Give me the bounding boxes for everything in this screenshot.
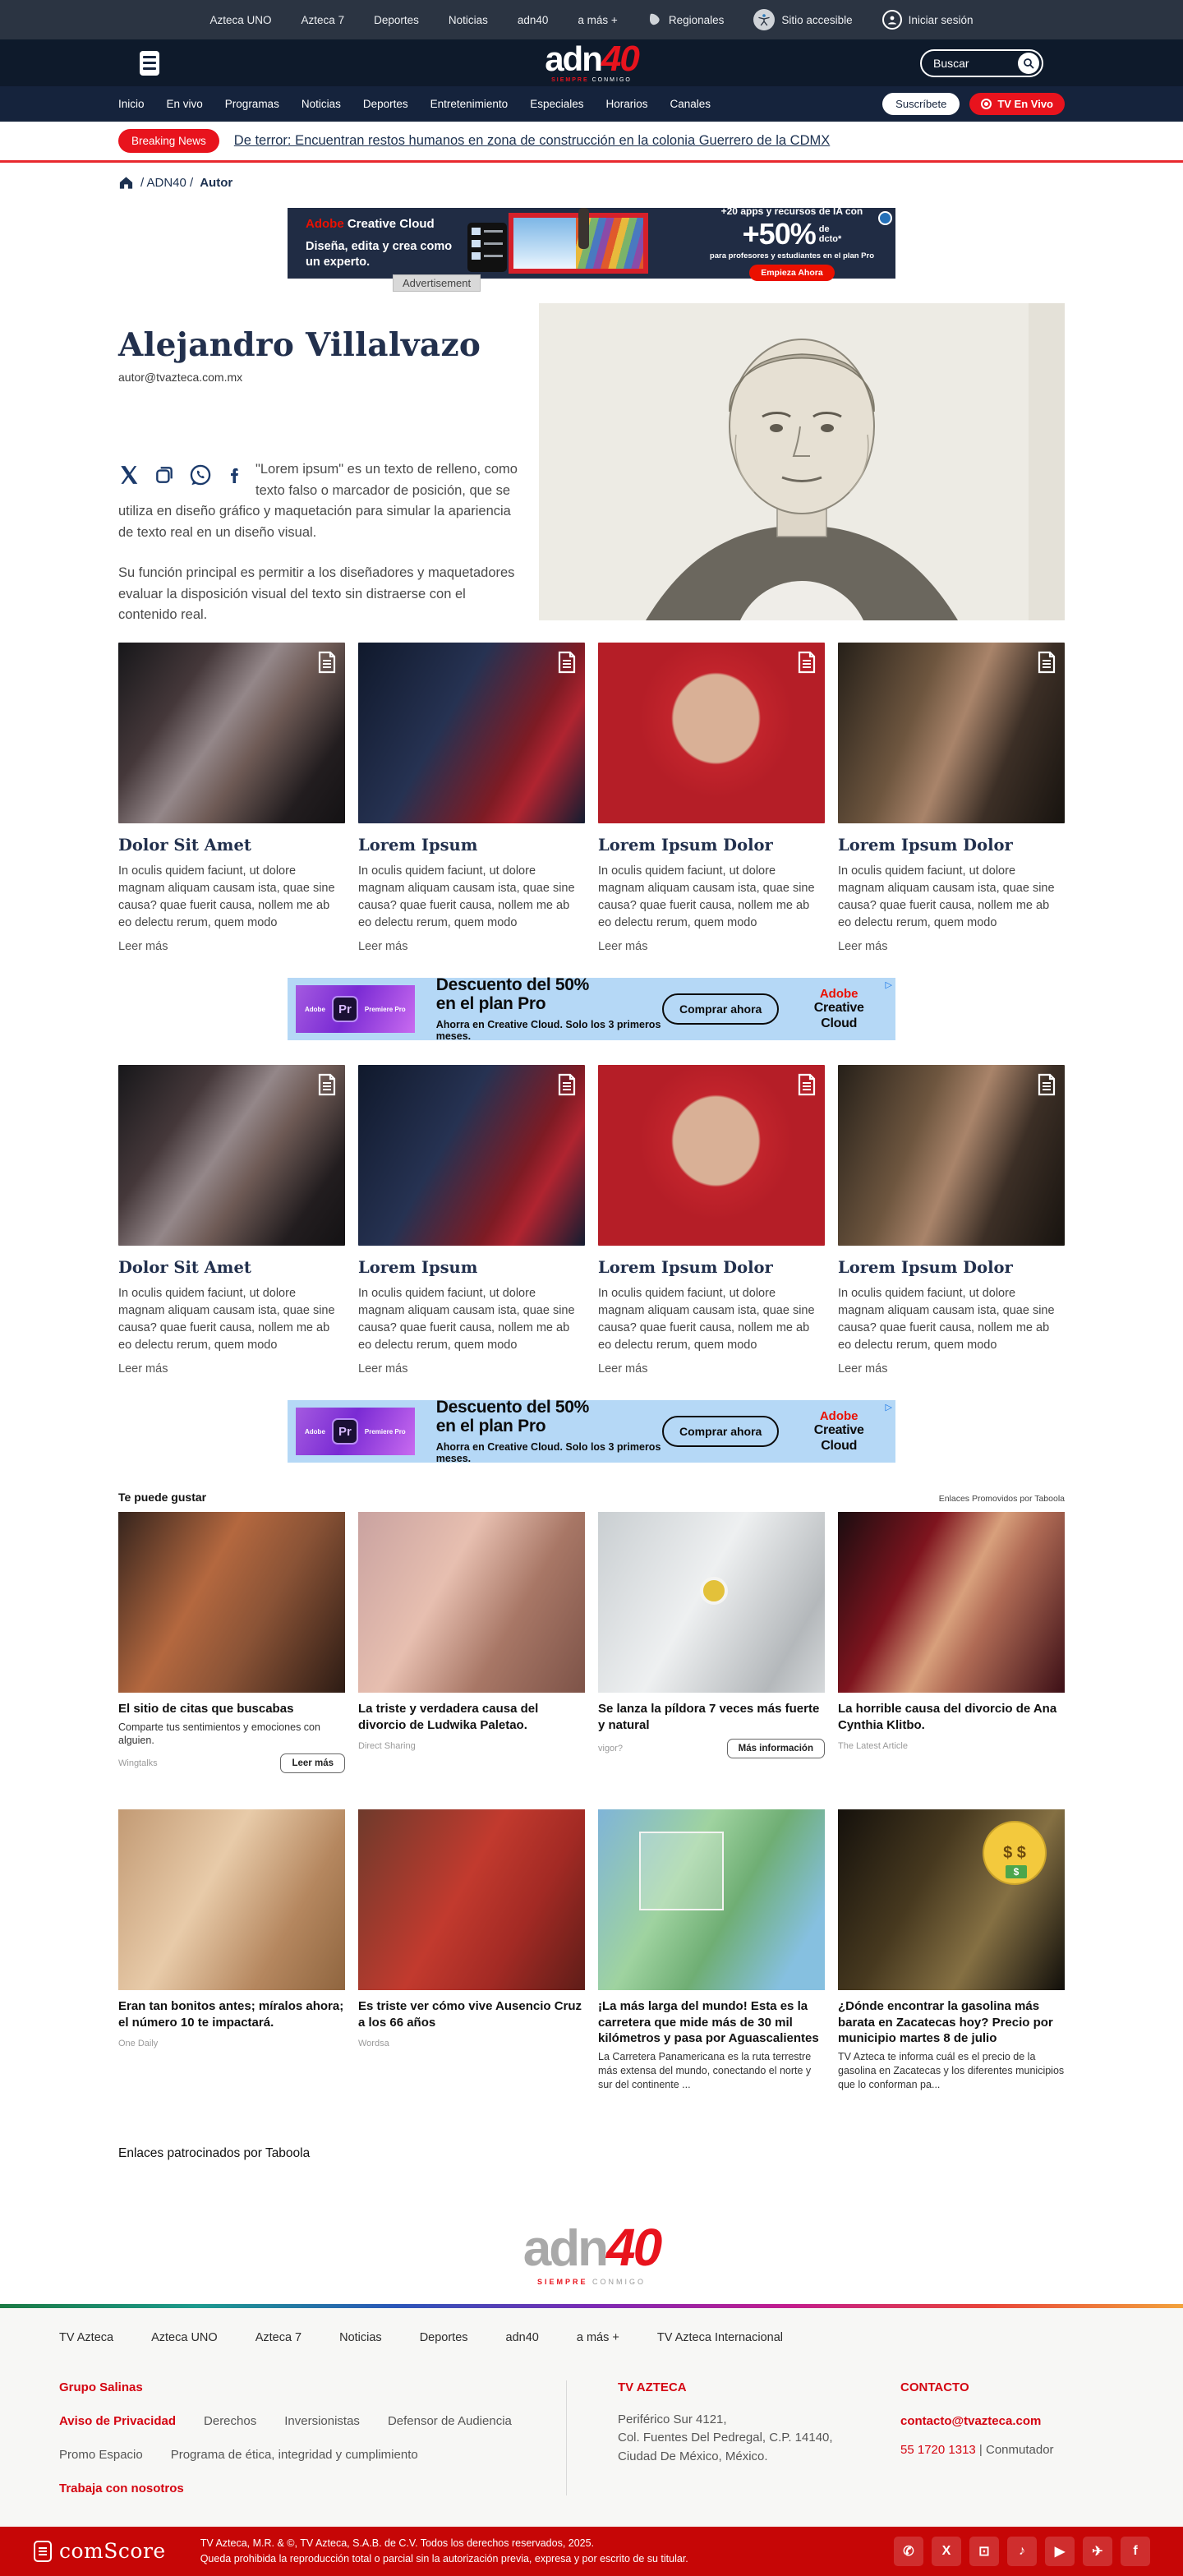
taboola-cta-button[interactable]: Leer más <box>280 1753 345 1773</box>
utility-link[interactable]: Azteca UNO <box>209 13 272 26</box>
taboola-image[interactable] <box>118 1809 345 1990</box>
utility-bar <box>0 0 1183 39</box>
taboola-source: Direct Sharing <box>358 1741 416 1752</box>
search-input[interactable] <box>933 57 1018 70</box>
article-doc-icon <box>1037 651 1056 674</box>
taboola-card[interactable] <box>358 1809 585 2112</box>
taboola-image[interactable] <box>358 1809 585 1990</box>
adobe-brand: Adobe Creative Cloud <box>813 986 864 1030</box>
whatsapp-share-icon[interactable] <box>189 463 212 486</box>
comscore-logo[interactable]: comScore <box>33 2539 166 2563</box>
nav-item[interactable]: Programas <box>224 98 279 110</box>
footer-nav-link[interactable]: a más + <box>576 2330 619 2344</box>
footer-link[interactable]: Programa de ética, integridad y cumplimiento <box>170 2447 418 2462</box>
footer-phone-suffix: | Conmutador <box>975 2442 1054 2457</box>
site-header <box>0 39 1183 86</box>
taboola-card[interactable] <box>838 1809 1065 2112</box>
search-icon[interactable] <box>1018 53 1039 74</box>
article-title[interactable]: Lorem Ipsum Dolor <box>598 835 773 855</box>
adchoices-icon[interactable]: ▷ <box>885 980 892 990</box>
ad-banner-adobe-dark[interactable]: Adobe Creative Cloud Diseña, edita y crea como un experto. +20 apps y recursos de IA con +50% de dcto* para profesores y estudiantes en el plan Pro Empieza Ahora Advertisement <box>288 208 895 279</box>
taboola-card[interactable] <box>598 1512 825 1773</box>
footer-nav-link[interactable]: adn40 <box>505 2330 539 2344</box>
footer-contact-email[interactable]: contacto@tvazteca.com <box>900 2413 1042 2428</box>
taboola-card[interactable] <box>118 1512 345 1773</box>
taboola-card[interactable] <box>598 1809 825 2112</box>
copy-link-icon[interactable] <box>154 464 175 486</box>
whatsapp-icon[interactable]: ✆ <box>894 2537 923 2566</box>
instagram-icon[interactable]: ⊡ <box>969 2537 999 2566</box>
footer-links-row-1 <box>59 2414 525 2428</box>
premiere-pro-icon: Pr <box>332 1418 358 1445</box>
utility-link[interactable]: a más + <box>578 13 618 26</box>
article-title[interactable]: Lorem Ipsum Dolor <box>838 835 1013 855</box>
ad-headline: Diseña, edita y crea como un experto. <box>306 240 453 269</box>
article-doc-icon <box>557 651 577 674</box>
facebook-icon[interactable]: f <box>1121 2537 1150 2566</box>
footer-phone-link[interactable]: 55 1720 1313 <box>900 2442 976 2457</box>
ad-artwork <box>509 213 648 274</box>
article-card[interactable] <box>118 643 345 953</box>
taboola-title[interactable]: La triste y verdadera causa del divorcio de Ludwika Paletao. <box>358 1702 539 1732</box>
footer-nav-link[interactable]: Deportes <box>419 2330 468 2344</box>
article-doc-icon <box>797 1073 817 1096</box>
taboola-image[interactable] <box>358 1512 585 1693</box>
accessibility-icon <box>753 9 775 30</box>
article-excerpt: In oculis quidem faciunt, ut dolore magnam aliquam causam ista, quae sine causa? quae fuerit causa, nollem me ab eo delectu rerum, quem modo <box>838 864 1055 929</box>
taboola-card[interactable] <box>838 1512 1065 1773</box>
grupo-salinas-link[interactable]: Grupo Salinas <box>59 2380 143 2394</box>
ad-artwork-person <box>578 208 589 249</box>
article-card[interactable] <box>838 643 1065 953</box>
taboola-source: The Latest Article <box>838 1741 908 1752</box>
main-nav <box>0 86 1183 122</box>
author-name: Alejandro Villalvazo <box>118 326 481 364</box>
taboola-source: Wordsa <box>358 2039 389 2049</box>
breadcrumb-path[interactable]: / ADN40 / <box>140 175 194 190</box>
trabaja-con-nosotros-link[interactable]: Trabaja con nosotros <box>59 2481 184 2495</box>
tiktok-icon[interactable]: ♪ <box>1007 2537 1037 2566</box>
article-excerpt: In oculis quidem faciunt, ut dolore magnam aliquam causam ista, quae sine causa? quae fuerit causa, nollem me ab eo delectu rerum, quem modo <box>358 1287 575 1353</box>
article-card[interactable] <box>118 1065 345 1376</box>
nav-item[interactable]: Horarios <box>605 98 648 110</box>
taboola-attribution-link[interactable]: Enlaces Promovidos por Taboola <box>938 1494 1065 1505</box>
ad-cta-button[interactable]: Comprar ahora <box>662 1416 779 1447</box>
taboola-title[interactable]: Eran tan bonitos antes; míralos ahora; el número 10 te impactará. <box>118 1999 344 2030</box>
copyright-text: TV Azteca, M.R. & ©, TV Azteca, S.A.B. de C.V. Todos los derechos reservados, 2025. Queda prohibida la reproducción total o parcial sin la autorización previa, expresa y por escrito de su titular. <box>200 2537 688 2564</box>
taboola-title[interactable]: Se lanza la píldora 7 veces más fuerte y natural <box>598 1702 820 1732</box>
article-card[interactable] <box>358 1065 585 1376</box>
utility-link-accessible[interactable]: Sitio accesible <box>753 9 852 30</box>
article-doc-icon <box>797 651 817 674</box>
footer-logo-tagline: SIEMPRE CONMIGO <box>536 2278 647 2287</box>
ad-banner-adobe-light[interactable]: Adobe Pr Premiere Pro Descuento del 50% en el plan Pro Ahorra en Creative Cloud. Solo los 3 primeros meses. Comprar ahora Adobe Creative Cloud ▷ <box>288 978 895 1040</box>
site-footer <box>0 2204 1183 2575</box>
article-image[interactable] <box>118 643 345 823</box>
article-excerpt: In oculis quidem faciunt, ut dolore magnam aliquam causam ista, quae sine causa? quae fuerit causa, nollem me ab eo delectu rerum, quem modo <box>118 864 335 929</box>
ad-banner-adobe-light[interactable]: Adobe Pr Premiere Pro Descuento del 50% en el plan Pro Ahorra en Creative Cloud. Solo los 3 primeros meses. Comprar ahora Adobe Creative Cloud ▷ <box>288 1400 895 1463</box>
author-social-icons <box>118 463 246 486</box>
article-title[interactable]: Dolor Sit Amet <box>118 1258 251 1277</box>
nav-item[interactable]: Noticias <box>301 98 341 110</box>
taboola-source: vigor? <box>598 1744 623 1754</box>
nav-item[interactable]: Inicio <box>118 98 145 110</box>
ad-offer-sub: para profesores y estudiantes en el plan Pro <box>709 251 874 260</box>
taboola-title[interactable]: La horrible causa del divorcio de Ana Cynthia Klitbo. <box>838 1702 1057 1732</box>
article-title[interactable]: Dolor Sit Amet <box>118 835 251 855</box>
taboola-card[interactable] <box>358 1512 585 1773</box>
breadcrumb <box>118 163 1065 198</box>
article-excerpt: In oculis quidem faciunt, ut dolore magnam aliquam causam ista, quae sine causa? quae fuerit causa, nollem me ab eo delectu rerum, quem modo <box>118 1287 335 1353</box>
read-more-link[interactable]: Leer más <box>598 940 648 953</box>
footer-links-row-2 <box>59 2448 525 2462</box>
ad-offer-big: +50% <box>742 217 816 251</box>
articles-row-1 <box>118 643 1065 953</box>
read-more-link[interactable]: Leer más <box>358 940 408 953</box>
ad-cta-button[interactable]: Comprar ahora <box>662 993 779 1025</box>
footer-nav <box>59 2331 1124 2344</box>
adn40-logo[interactable]: adn40 SIEMPRE CONMIGO <box>545 38 638 84</box>
premiere-pro-thumbnail: Adobe Pr Premiere Pro <box>296 1408 415 1455</box>
footer-tvazteca-title: TV AZTECA <box>618 2380 687 2394</box>
ad-cta-button[interactable]: Empieza Ahora <box>749 265 834 281</box>
breaking-news-headline[interactable]: De terror: Encuentran restos humanos en zona de construcción en la colonia Guerrero de la CDMX <box>233 133 831 148</box>
article-excerpt: In oculis quidem faciunt, ut dolore magnam aliquam causam ista, quae sine causa? quae fuerit causa, nollem me ab eo delectu rerum, quem modo <box>358 864 575 929</box>
ad-layers-panel <box>467 223 507 272</box>
utility-link[interactable]: Azteca 7 <box>301 13 345 26</box>
article-card[interactable] <box>598 1065 825 1376</box>
utility-link-login[interactable]: Iniciar sesión <box>882 10 974 30</box>
article-card[interactable] <box>598 643 825 953</box>
footer-nav-link[interactable]: TV Azteca <box>59 2330 114 2344</box>
article-doc-icon <box>1037 1073 1056 1096</box>
premiere-pro-icon: Pr <box>332 996 358 1022</box>
taboola-image[interactable] <box>838 1809 1065 1990</box>
taboola-title[interactable]: ¡La más larga del mundo! Esta es la carretera que mide más de 30 mil kilómetros y pasa por Aguascalientes <box>598 1999 819 2046</box>
read-more-link[interactable]: Leer más <box>838 1362 888 1376</box>
taboola-grid <box>118 1512 1065 2112</box>
footer-nav-link[interactable]: Noticias <box>339 2330 382 2344</box>
article-image[interactable] <box>358 1065 585 1246</box>
search-bar[interactable] <box>920 49 1043 77</box>
taboola-cta-button[interactable]: Más información <box>727 1739 825 1758</box>
breaking-news-bar <box>0 122 1183 163</box>
taboola-card[interactable] <box>118 1809 345 2112</box>
user-icon <box>882 10 902 30</box>
ad-info-icon[interactable] <box>878 211 892 225</box>
footer-contacto-title: CONTACTO <box>900 2380 969 2394</box>
article-image[interactable] <box>838 643 1065 823</box>
articles-row-2 <box>118 1065 1065 1376</box>
article-card[interactable] <box>358 643 585 953</box>
home-icon[interactable] <box>118 175 134 190</box>
x-share-icon[interactable] <box>118 464 140 486</box>
footer-nav-link[interactable]: TV Azteca Internacional <box>656 2330 783 2344</box>
nav-item[interactable]: Entretenimiento <box>430 98 509 110</box>
taboola-description: La Carretera Panamericana es la ruta terrestre más extensa del mundo, conectando el norte y sur del continente ... <box>598 2050 812 2090</box>
footer-link[interactable]: Inversionistas <box>284 2413 360 2428</box>
taboola-image[interactable] <box>118 1512 345 1693</box>
taboola-source: One Daily <box>118 2039 159 2049</box>
logo-tagline: SIEMPRE CONMIGO <box>551 77 632 84</box>
taboola-source: Wingtalks <box>118 1758 158 1769</box>
utility-link[interactable]: adn40 <box>517 13 549 26</box>
taboola-section <box>118 1491 1065 2161</box>
taboola-image[interactable] <box>598 1512 825 1693</box>
article-doc-icon <box>557 1073 577 1096</box>
subscribe-button[interactable]: Suscríbete <box>882 93 960 115</box>
telegram-icon[interactable]: ✈ <box>1083 2537 1112 2566</box>
premiere-pro-thumbnail: Adobe Pr Premiere Pro <box>296 985 415 1033</box>
adchoices-icon[interactable]: ▷ <box>885 1403 892 1413</box>
read-more-link[interactable]: Leer más <box>598 1362 648 1376</box>
taboola-image[interactable] <box>838 1512 1065 1693</box>
article-image[interactable] <box>358 643 585 823</box>
taboola-header: Te puede gustar <box>118 1491 207 1505</box>
read-more-link[interactable]: Leer más <box>358 1362 408 1376</box>
utility-link[interactable]: Deportes <box>374 13 419 26</box>
taboola-title[interactable]: El sitio de citas que buscabas <box>118 1702 294 1717</box>
menu-icon[interactable] <box>140 51 159 76</box>
advertisement-label: Advertisement <box>393 274 481 292</box>
footer-nav-link[interactable]: Azteca UNO <box>151 2330 218 2344</box>
article-title[interactable]: Lorem Ipsum <box>358 835 478 855</box>
footer-social-icons <box>894 2537 1150 2566</box>
taboola-title[interactable]: ¿Dónde encontrar la gasolina más barata en Zacatecas hoy? Precio por municipio martes 8 de julio <box>838 1999 1053 2046</box>
nav-item[interactable]: Especiales <box>530 98 584 110</box>
utility-link-regionales[interactable]: Regionales <box>647 12 725 27</box>
taboola-description: Comparte tus sentimientos y emociones con alguien. <box>118 1721 320 1747</box>
author-email: autor@tvazteca.com.mx <box>118 371 243 384</box>
youtube-icon[interactable]: ▶ <box>1045 2537 1075 2566</box>
comscore-icon <box>33 2540 53 2563</box>
read-more-link[interactable]: Leer más <box>118 1362 168 1376</box>
nav-item[interactable]: En vivo <box>166 98 203 110</box>
regionales-map-icon <box>647 12 662 27</box>
breaking-news-badge[interactable]: Breaking News <box>118 129 219 153</box>
footer-adn40-logo[interactable]: adn40 SIEMPRE CONMIGO <box>0 2204 1183 2303</box>
article-image[interactable] <box>118 1065 345 1246</box>
record-icon <box>981 99 992 109</box>
taboola-description: TV Azteca te informa cuál es el precio de la gasolina en Zacatecas y los diferentes municipios que lo conforman pa... <box>838 2050 1065 2090</box>
article-doc-icon <box>317 1073 337 1096</box>
author-bio-paragraph: Su función principal es permitir a los diseñadores y maquetadores evaluar la disposición visual del texto sin distraerse con el contenido real. <box>118 565 515 623</box>
ad-offer-top: +20 apps y recursos de IA con <box>720 205 863 217</box>
article-excerpt: In oculis quidem faciunt, ut dolore magnam aliquam causam ista, quae sine causa? quae fuerit causa, nollem me ab eo delectu rerum, quem modo <box>838 1287 1055 1353</box>
taboola-image[interactable] <box>598 1809 825 1990</box>
adobe-brand: Adobe Creative Cloud <box>813 1409 864 1453</box>
footer-nav-link[interactable]: Azteca 7 <box>255 2330 302 2344</box>
article-excerpt: In oculis quidem faciunt, ut dolore magnam aliquam causam ista, quae sine causa? quae fuerit causa, nollem me ab eo delectu rerum, quem modo <box>598 864 815 929</box>
article-title[interactable]: Lorem Ipsum Dolor <box>598 1258 773 1277</box>
taboola-sponsored-label[interactable]: Enlaces patrocinados por Taboola <box>118 2146 311 2161</box>
author-portrait-sketch <box>539 303 1065 620</box>
article-card[interactable] <box>838 1065 1065 1376</box>
article-image[interactable] <box>598 643 825 823</box>
author-bio-paragraph: "Lorem ipsum" es un texto de relleno, como texto falso o marcador de posición, que se utiliza en diseño gráfico y maquetación para simular la apariencia de texto real en un diseño visual. <box>118 462 518 540</box>
read-more-link[interactable]: Leer más <box>838 940 888 953</box>
article-doc-icon <box>317 651 337 674</box>
adobe-brand: Adobe Creative Cloud <box>306 217 435 232</box>
breadcrumb-current: Autor <box>200 175 233 190</box>
footer-link[interactable]: Defensor de Audiencia <box>387 2413 512 2428</box>
footer-link[interactable]: Derechos <box>204 2413 257 2428</box>
taboola-title[interactable]: Es triste ver cómo vive Ausencio Cruz a los 66 años <box>358 1999 582 2030</box>
footer-bottom-bar <box>0 2527 1183 2576</box>
facebook-share-icon[interactable] <box>226 465 246 485</box>
read-more-link[interactable]: Leer más <box>118 940 168 953</box>
nav-item[interactable]: Deportes <box>362 98 408 110</box>
footer-link[interactable]: Promo Espacio <box>59 2447 143 2462</box>
x-icon[interactable]: X <box>932 2537 961 2566</box>
article-title[interactable]: Lorem Ipsum <box>358 1258 478 1277</box>
footer-address: Periférico Sur 4121, Col. Fuentes Del Pedregal, C.P. 14140, Ciudad De México, México. <box>618 2412 833 2463</box>
article-title[interactable]: Lorem Ipsum Dolor <box>838 1258 1013 1277</box>
article-excerpt: In oculis quidem faciunt, ut dolore magnam aliquam causam ista, quae sine causa? quae fuerit causa, nollem me ab eo delectu rerum, quem modo <box>598 1287 815 1353</box>
footer-link[interactable]: Aviso de Privacidad <box>59 2413 177 2428</box>
author-section <box>118 303 1065 626</box>
nav-item[interactable]: Canales <box>670 98 711 110</box>
tv-live-button[interactable]: TV En Vivo <box>969 93 1065 115</box>
article-image[interactable] <box>598 1065 825 1246</box>
article-image[interactable] <box>838 1065 1065 1246</box>
utility-link[interactable]: Noticias <box>448 13 488 26</box>
